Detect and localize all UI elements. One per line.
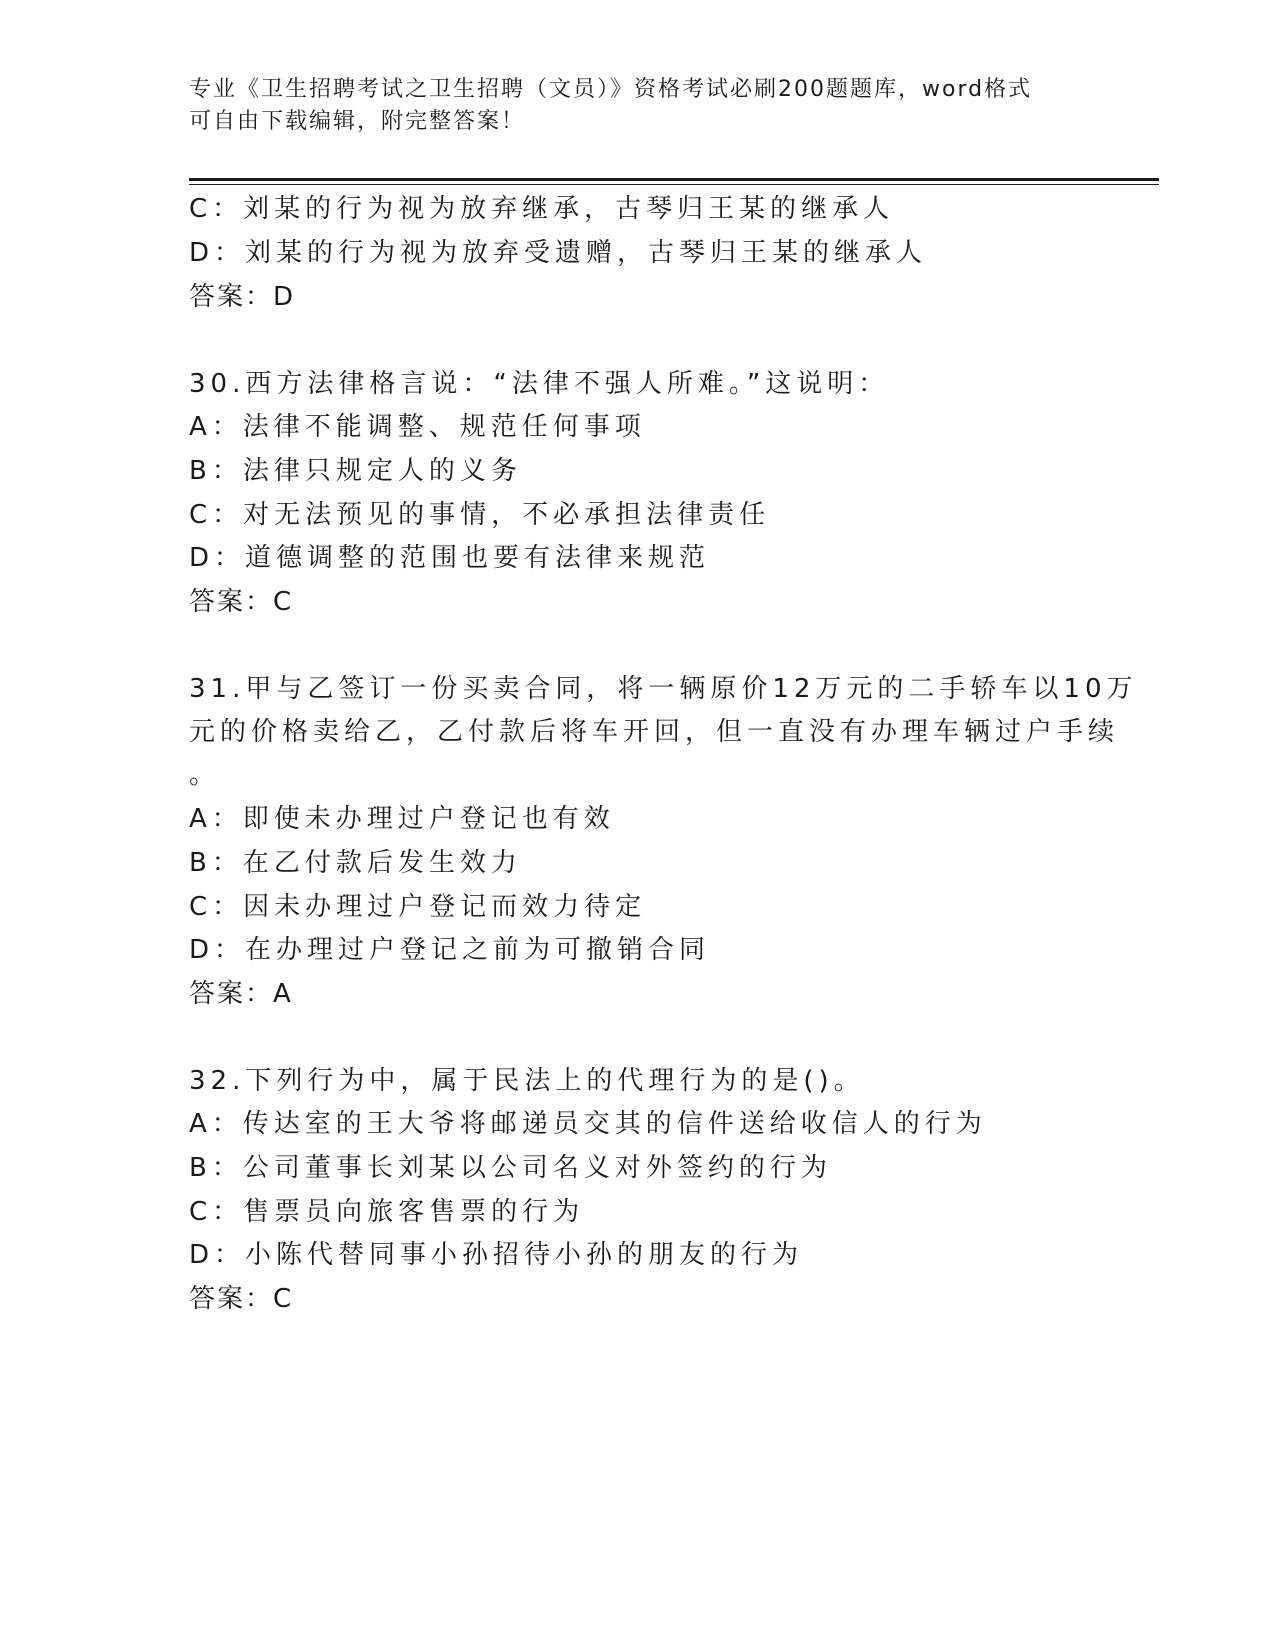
q30-option-a: A：法律不能调整、规范任何事项 bbox=[189, 412, 646, 442]
header-line-1: 专业《卫生招聘考试之卫生招聘（文员）》资格考试必刷200题题库，word格式 bbox=[189, 77, 1033, 102]
q31-option-c: C：因未办理过户登记而效力待定 bbox=[189, 892, 647, 922]
q31-option-d: D：在办理过户登记之前为可撤销合同 bbox=[189, 935, 711, 965]
q31-question-line-3: 。 bbox=[189, 760, 221, 790]
q31-question-line-2: 元的价格卖给乙，乙付款后将车开回，但一直没有办理车辆过户手续 bbox=[189, 717, 1120, 747]
q30-option-c: C：对无法预见的事情，不必承担法律责任 bbox=[189, 500, 771, 530]
document-header bbox=[189, 74, 1089, 138]
q31-option-b: B：在乙付款后发生效力 bbox=[189, 848, 522, 878]
header-line-2: 可自由下载编辑，附完整答案！ bbox=[189, 109, 526, 134]
q31-option-a: A：即使未办理过户登记也有效 bbox=[189, 804, 615, 834]
q30-option-b: B：法律只规定人的义务 bbox=[189, 456, 522, 486]
header-rule-thin bbox=[189, 184, 1159, 185]
q32-question: 32.下列行为中，属于民法上的代理行为的是()。 bbox=[189, 1066, 865, 1096]
q32-answer: 答案：C bbox=[189, 1284, 294, 1314]
q29-option-d: D：刘某的行为视为放弃受遗赠，古琴归王某的继承人 bbox=[189, 238, 928, 268]
q30-option-d: D：道德调整的范围也要有法律来规范 bbox=[189, 543, 711, 573]
q31-question-line-1: 31.甲与乙签订一份买卖合同，将一辆原价12万元的二手轿车以10万 bbox=[189, 674, 1138, 704]
q32-option-c: C：售票员向旅客售票的行为 bbox=[189, 1197, 585, 1227]
q31-answer: 答案：A bbox=[189, 979, 293, 1009]
q32-option-d: D：小陈代替同事小孙招待小孙的朋友的行为 bbox=[189, 1240, 804, 1270]
q32-option-a: A：传达室的王大爷将邮递员交其的信件送给收信人的行为 bbox=[189, 1109, 987, 1139]
q29-option-c: C：刘某的行为视为放弃继承，古琴归王某的继承人 bbox=[189, 194, 895, 224]
header-rule-thick bbox=[189, 178, 1159, 181]
q30-answer: 答案：C bbox=[189, 587, 294, 617]
q30-question: 30.西方法律格言说：“法律不强人所难。”这说明： bbox=[189, 369, 890, 399]
q29-answer: 答案：D bbox=[189, 282, 296, 312]
q32-option-b: B：公司董事长刘某以公司名义对外签约的行为 bbox=[189, 1153, 832, 1183]
